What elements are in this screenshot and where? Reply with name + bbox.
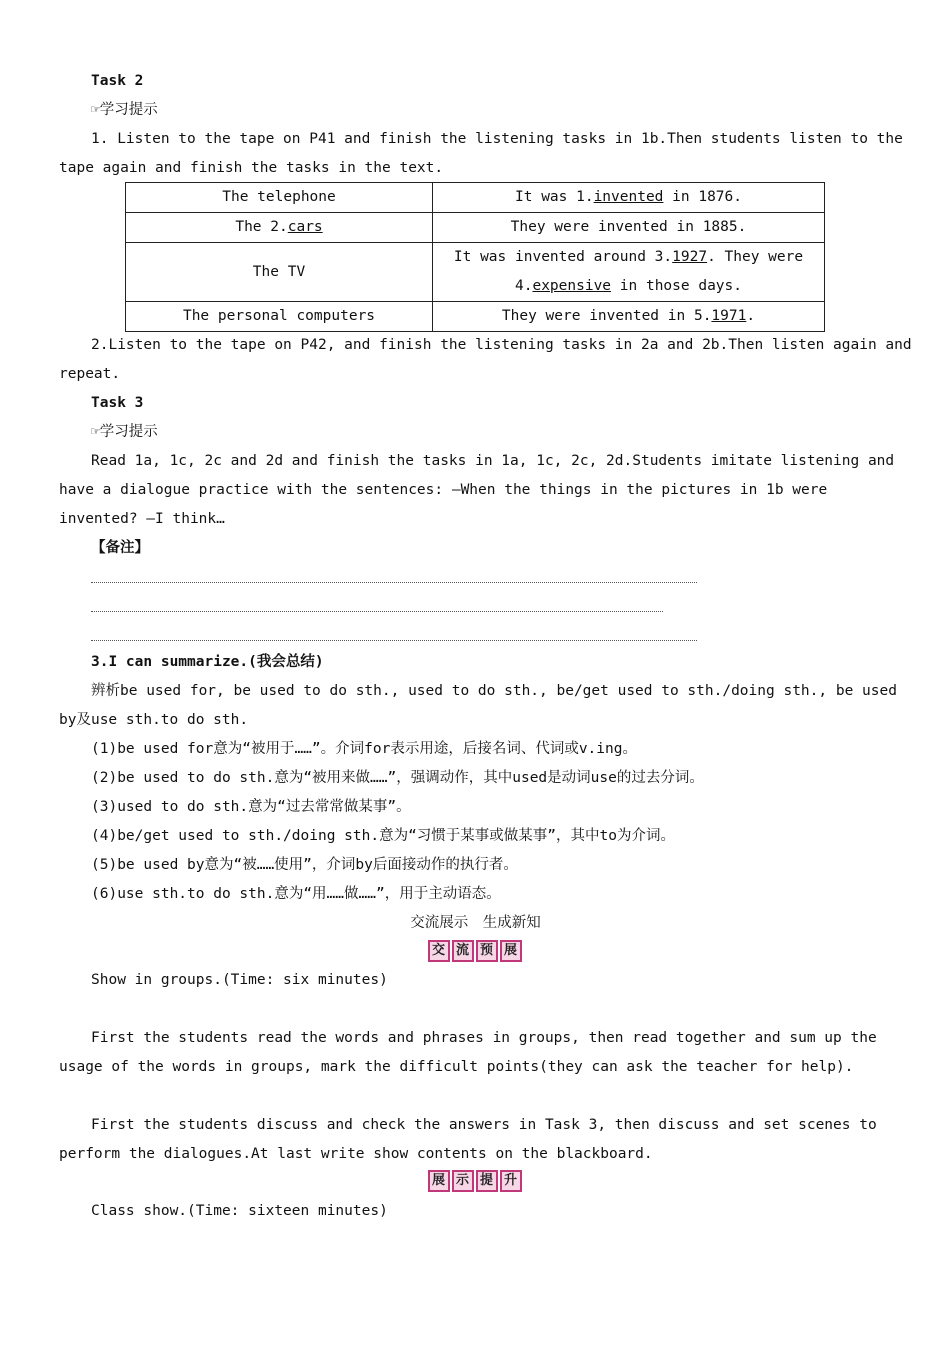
table-cell: The TV xyxy=(126,243,433,302)
cell-text: . They were xyxy=(707,249,804,265)
table-cell xyxy=(433,183,825,213)
summary-heading-text: 3.I can summarize.(我会总结) xyxy=(91,654,324,670)
summary-intro-line2: by及use sth.to do sth. xyxy=(59,712,249,728)
cell-line xyxy=(433,272,824,301)
badge-char: 交 xyxy=(428,940,450,962)
task2-item2-line1: 2.Listen to the tape on P42, and finish the listening tasks in 2a and 2b.Then listen again and xyxy=(91,337,912,353)
class-show: Class show.(Time: sixteen minutes) xyxy=(91,1203,388,1219)
cell-text: 4. xyxy=(515,278,533,294)
table-cell xyxy=(433,302,825,332)
table-row xyxy=(126,213,825,243)
cell-text: . xyxy=(746,308,756,324)
badge-char: 展 xyxy=(428,1170,450,1192)
cell-line xyxy=(433,243,824,272)
cell-text: The 2. xyxy=(235,219,288,235)
note-line xyxy=(91,582,697,583)
badge-char: 预 xyxy=(476,940,498,962)
task2-item1-line2: tape again and finish the tasks in the text. xyxy=(59,160,444,176)
task3-line3: invented? —I think… xyxy=(59,511,225,527)
summary-point: (6)use sth.to do sth.意为“用……做……”，用于主动语态。 xyxy=(91,886,501,902)
summary-point: (1)be used for意为“被用于……”。介词for表示用途，后接名词、代词或v.ing。 xyxy=(91,741,637,757)
badge-char: 流 xyxy=(452,940,474,962)
cell-text: in those days. xyxy=(611,278,742,294)
table-cell: They were invented in 1885. xyxy=(433,213,825,243)
task3-tip: ☞学习提示 xyxy=(91,424,158,440)
cell-text: in 1876. xyxy=(663,189,742,205)
table-row xyxy=(126,243,825,302)
summary-point: (2)be used to do sth.意为“被用来做……”，强调动作，其中used是动词use的过去分词。 xyxy=(91,770,704,786)
para1-line2: usage of the words in groups, mark the difficult points(they can ask the teacher for help). xyxy=(59,1059,854,1075)
task2-tip: ☞学习提示 xyxy=(91,102,158,118)
summary-point: (5)be used by意为“被……使用”，介词by后面接动作的执行者。 xyxy=(91,857,518,873)
para1-line1: First the students read the words and phrases in groups, then read together and sum up the xyxy=(91,1030,877,1046)
answer-blank: expensive xyxy=(532,278,612,294)
badge-char: 示 xyxy=(452,1170,474,1192)
task2-item2-line2: repeat. xyxy=(59,366,121,382)
para2-line2: perform the dialogues.At last write show contents on the blackboard. xyxy=(59,1146,653,1162)
answer-blank: cars xyxy=(287,219,323,235)
table-cell: The telephone xyxy=(126,183,433,213)
note-line xyxy=(91,640,697,641)
table-cell: The personal computers xyxy=(126,302,433,332)
table-cell xyxy=(433,243,825,302)
answer-blank: 1971 xyxy=(711,308,747,324)
summary-intro-line1: 辨析be used for, be used to do sth., used to do sth., be/get used to sth./doing sth., be used xyxy=(91,683,897,699)
para2-line1: First the students discuss and check the answers in Task 3, then discuss and set scenes to xyxy=(91,1117,877,1133)
note-line xyxy=(91,611,663,612)
cell-text: It was invented around 3. xyxy=(453,249,673,265)
badge-char: 展 xyxy=(500,940,522,962)
table-row xyxy=(126,302,825,332)
table-cell xyxy=(126,213,433,243)
summary-point: (3)used to do sth.意为“过去常常做某事”。 xyxy=(91,799,411,815)
table-row xyxy=(126,183,825,213)
badge-char: 提 xyxy=(476,1170,498,1192)
inventions-table xyxy=(125,182,825,332)
show-groups: Show in groups.(Time: six minutes) xyxy=(91,972,388,988)
section-title: 交流展示 生成新知 xyxy=(410,915,541,931)
task2-heading: Task 2 xyxy=(91,73,144,89)
badge-show-improve xyxy=(428,1170,524,1192)
badge-char: 升 xyxy=(500,1170,522,1192)
answer-blank: invented xyxy=(593,189,664,205)
cell-text: They were invented in 5. xyxy=(501,308,712,324)
answer-blank: 1927 xyxy=(672,249,708,265)
notes-label: 【备注】 xyxy=(91,540,149,556)
cell-text: It was 1. xyxy=(515,189,594,205)
task3-line2: have a dialogue practice with the sentences: —When the things in the pictures in 1b were xyxy=(59,482,828,498)
task2-item1-line1: 1. Listen to the tape on P41 and finish the listening tasks in 1b.Then students listen to the xyxy=(91,131,903,147)
badge-exchange-preview xyxy=(428,940,524,962)
summary-point: (4)be/get used to sth./doing sth.意为“习惯于某事或做某事”，其中to为介词。 xyxy=(91,828,675,844)
task3-heading: Task 3 xyxy=(91,395,144,411)
summary-heading xyxy=(91,648,324,677)
task3-line1: Read 1a, 1c, 2c and 2d and finish the tasks in 1a, 1c, 2c, 2d.Students imitate listening and xyxy=(91,453,895,469)
